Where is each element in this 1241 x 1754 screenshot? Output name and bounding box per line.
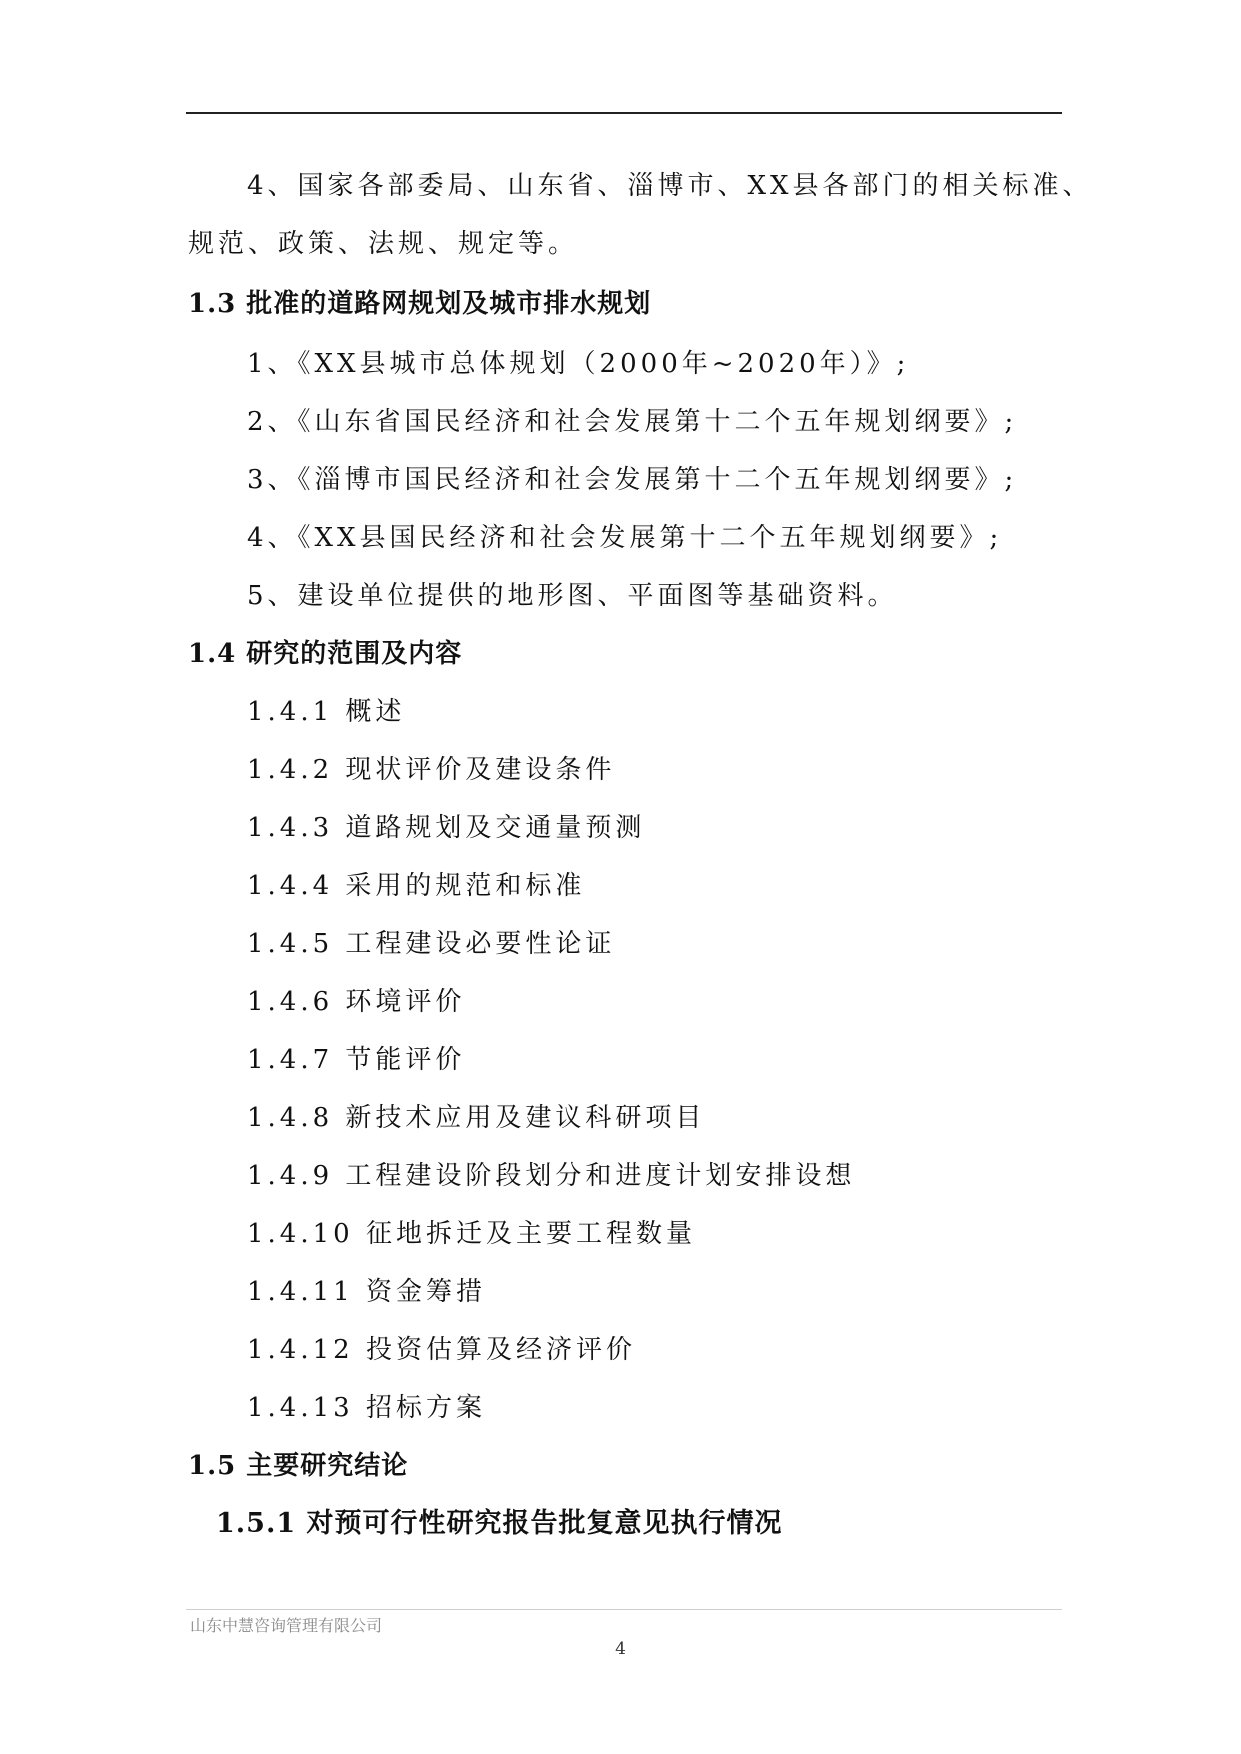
contents-item-2: 1.4.2 现状评价及建设条件: [247, 755, 616, 785]
contents-item-10: 1.4.10 征地拆迁及主要工程数量: [247, 1219, 696, 1249]
contents-item-11: 1.4.11 资金筹措: [247, 1277, 486, 1307]
contents-item-12: 1.4.12 投资估算及经济评价: [247, 1335, 636, 1365]
contents-item-4: 1.4.4 采用的规范和标准: [247, 871, 586, 901]
contents-item-5: 1.4.5 工程建设必要性论证: [247, 929, 616, 959]
list-item-plan-3: 3、《淄博市国民经济和社会发展第十二个五年规划纲要》;: [247, 465, 1018, 495]
page-number: 4: [615, 1639, 626, 1659]
contents-item-1: 1.4.1 概述: [247, 697, 406, 727]
footer-rule: [186, 1609, 1062, 1610]
contents-item-9: 1.4.9 工程建设阶段划分和进度计划安排设想: [247, 1161, 856, 1191]
list-item-plan-4: 4、《XX县国民经济和社会发展第十二个五年规划纲要》;: [247, 523, 1003, 553]
section-heading-1-3: 1.3 批准的道路网规划及城市排水规划: [188, 289, 652, 319]
contents-item-8: 1.4.8 新技术应用及建议科研项目: [247, 1103, 706, 1133]
contents-item-6: 1.4.6 环境评价: [247, 987, 466, 1017]
contents-item-13: 1.4.13 招标方案: [247, 1393, 486, 1423]
contents-item-3: 1.4.3 道路规划及交通量预测: [247, 813, 646, 843]
section-heading-1-5-1: 1.5.1 对预可行性研究报告批复意见执行情况: [216, 1508, 783, 1539]
list-item-standards-line1: 4、国家各部委局、山东省、淄博市、XX县各部门的相关标准、: [247, 171, 1093, 201]
list-item-plan-2: 2、《山东省国民经济和社会发展第十二个五年规划纲要》;: [247, 407, 1018, 437]
section-heading-1-5: 1.5 主要研究结论: [188, 1451, 409, 1481]
footer-company-name: 山东中慧咨询管理有限公司: [190, 1616, 383, 1635]
header-rule: [186, 112, 1062, 114]
list-item-standards-line2: 规范、政策、法规、规定等。: [188, 229, 579, 259]
contents-item-7: 1.4.7 节能评价: [247, 1045, 466, 1075]
list-item-plan-1: 1、《XX县城市总体规划（2000年~2020年）》;: [247, 349, 910, 379]
section-heading-1-4: 1.4 研究的范围及内容: [188, 639, 463, 669]
list-item-plan-5: 5、建设单位提供的地形图、平面图等基础资料。: [247, 581, 898, 611]
